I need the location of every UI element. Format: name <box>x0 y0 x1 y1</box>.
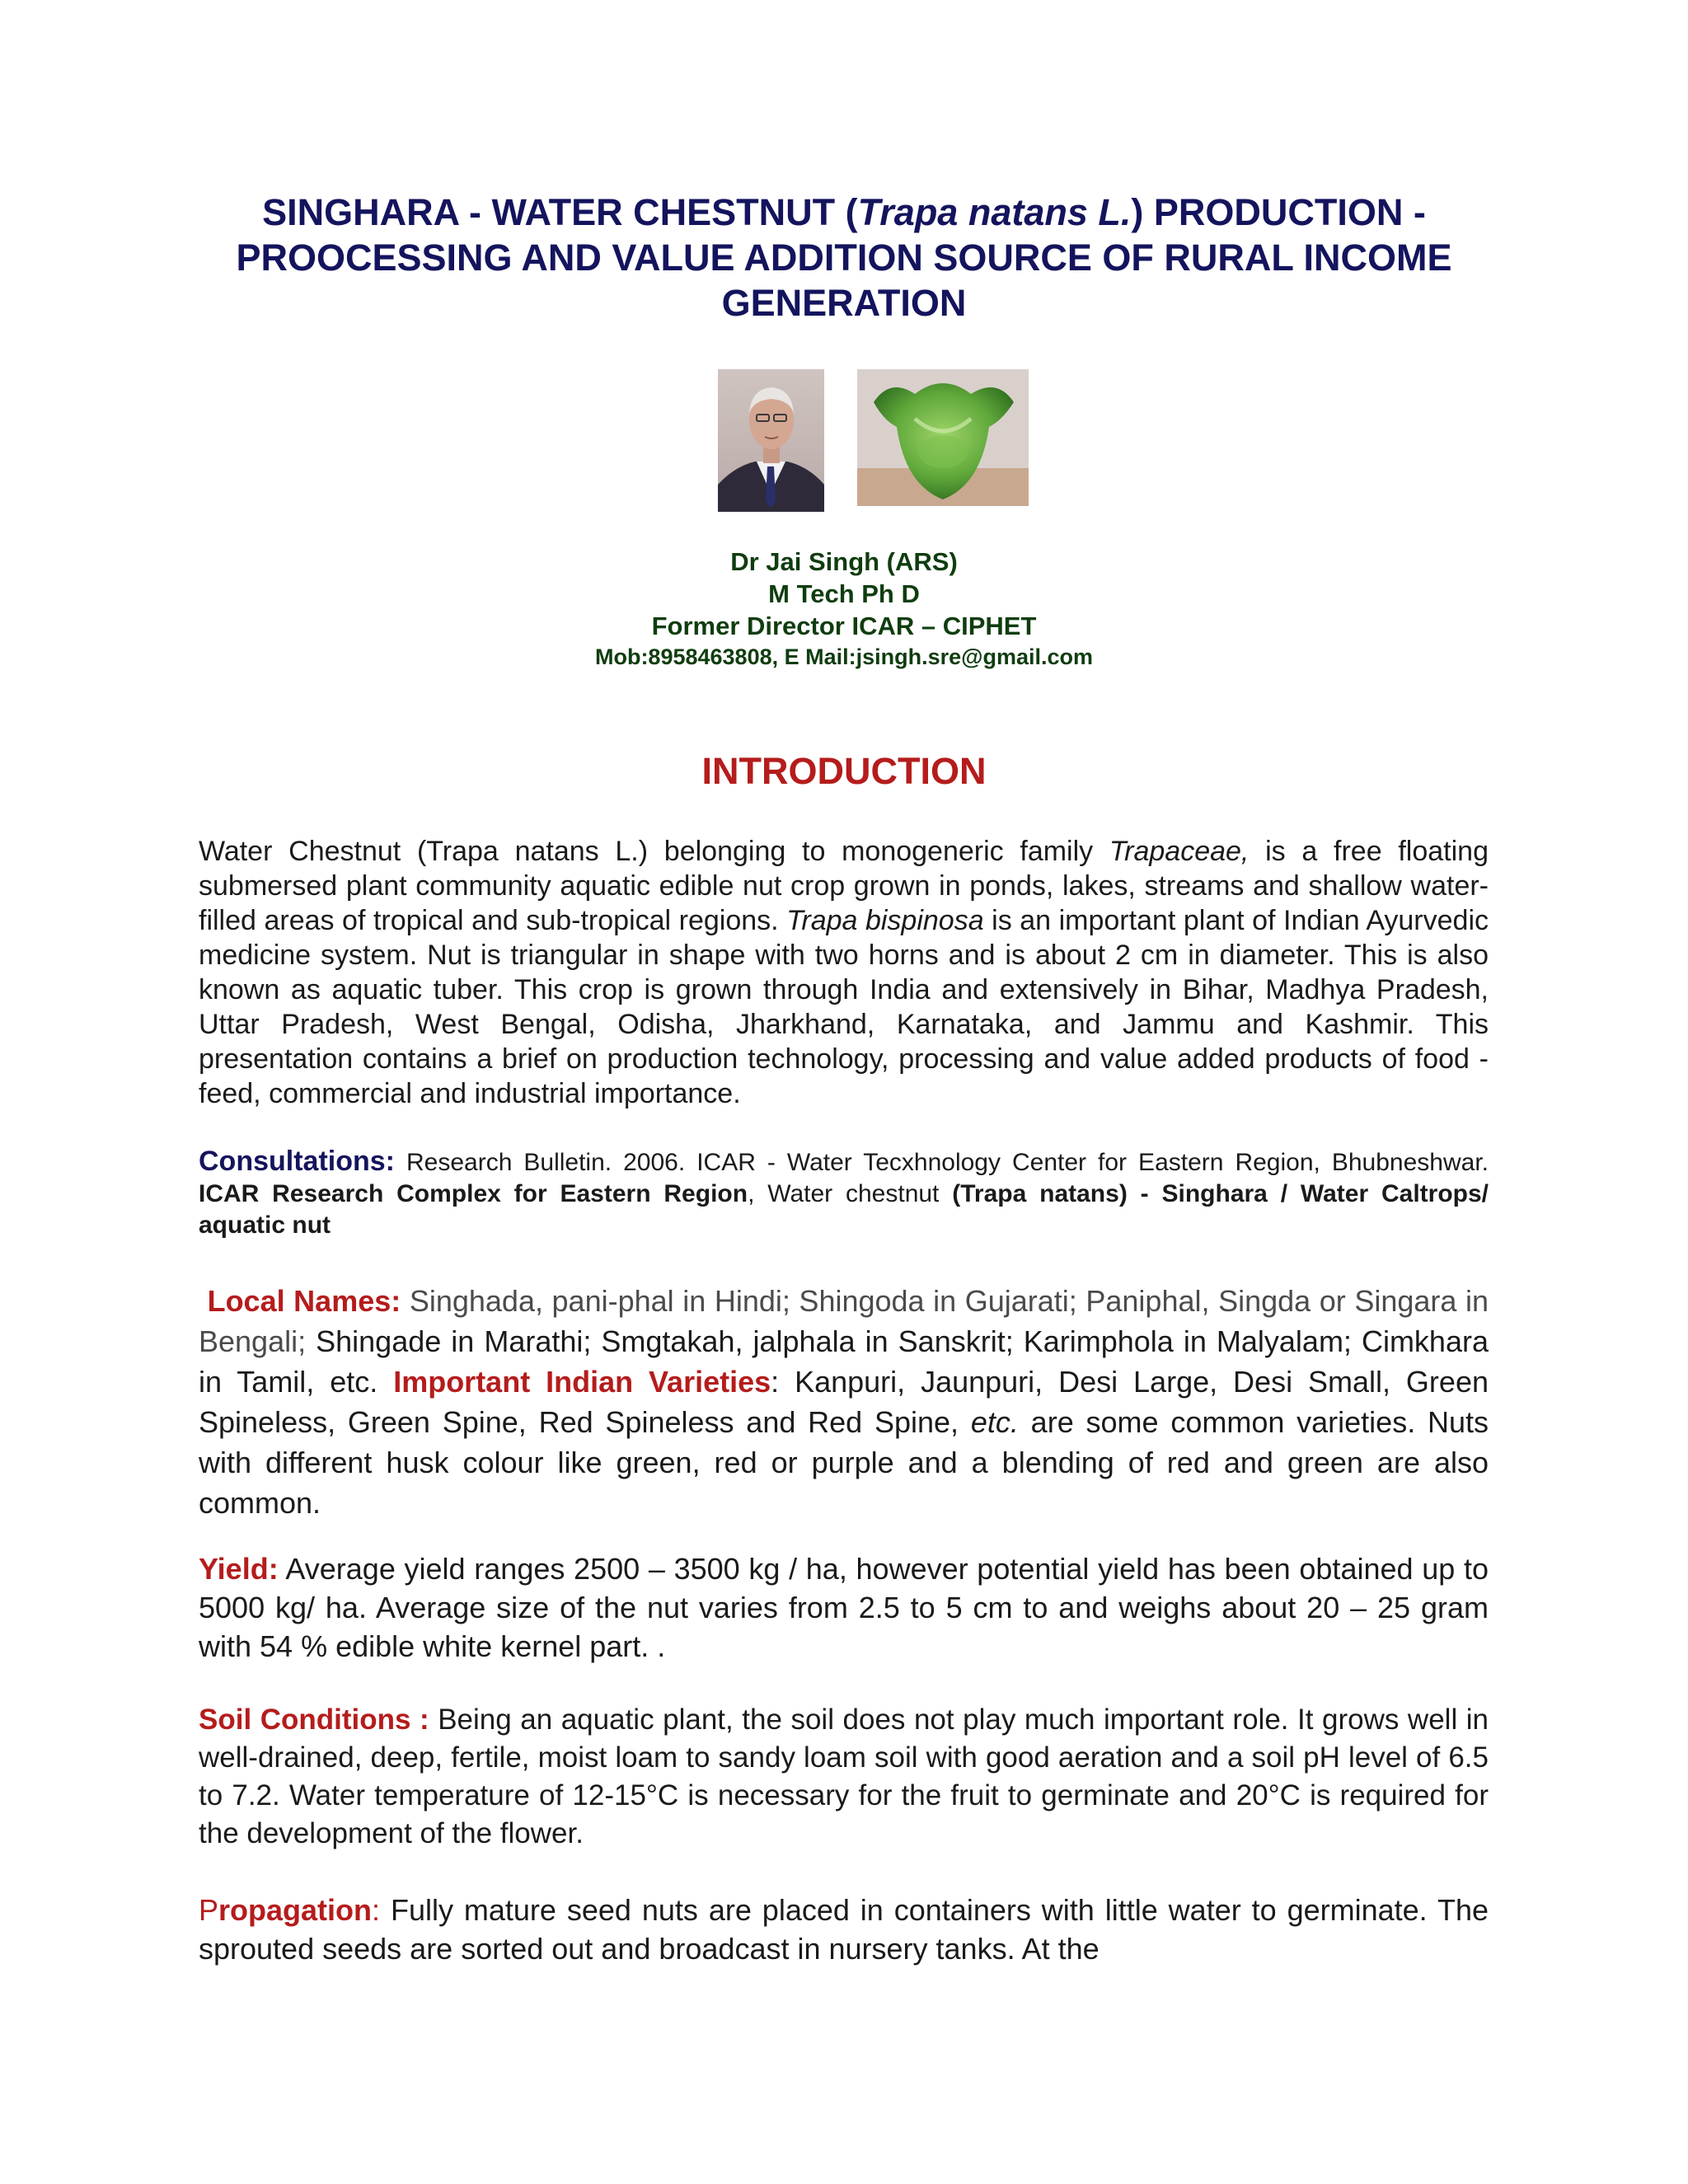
consultations-text-2: , Water chestnut <box>748 1180 953 1207</box>
introduction-heading: INTRODUCTION <box>701 750 987 792</box>
introduction-paragraph <box>199 834 1489 1111</box>
intro-text-1: Water Chestnut (Trapa natans L.) belonging to monogeneric family <box>199 836 1109 867</box>
yield-text: Average yield ranges 2500 – 3500 kg / ha, however potential yield has been obtained up to 5000 kg/ ha. Average size of the nut varies from 2.5 to 5 cm to and weighs about 20 – 25 gram with 54 % edible white kernel part. . <box>199 1552 1489 1663</box>
author-position: Former Director ICAR – CIPHET <box>651 612 1037 640</box>
water-chestnut-photo <box>857 369 1029 506</box>
propagation-label-first: P <box>199 1893 219 1927</box>
author-contact: Mob:8958463808, E Mail:jsingh.sre@gmail.com <box>594 644 1094 669</box>
consultations-bold-2: (Trapa natans) - Singhara / Water Caltrops/ aquatic nut <box>199 1180 1489 1239</box>
author-photo <box>718 369 824 512</box>
consultations-label: Consultations: <box>199 1146 395 1177</box>
local-names-etc: etc. <box>970 1405 1019 1439</box>
consultations-text-1: Research Bulletin. 2006. ICAR - Water Tecxhnology Center for Eastern Region, Bhubneshwar. <box>394 1149 1489 1176</box>
propagation-colon: : <box>372 1893 381 1927</box>
intro-text-2: is a free floating submersed plant community aquatic edible nut crop grown in ponds, lakes, streams and shallow water-filled areas of tropical and sub-tropical regions. <box>199 836 1489 936</box>
intro-text-3: is an important plant of Indian Ayurvedic medicine system. Nut is triangular in shape with two horns and is about 2 cm in diameter. This is also known as aquatic tuber. This crop is grown through India and extensively in Bihar, Madhya Pradesh, Uttar Pradesh, West Bengal, Odisha, Jharkhand, Karnataka, and Jammu and Kashmir. This presentation contains a brief on production technology, processing and value added products of food - feed, commercial and industrial importance. <box>199 905 1489 1109</box>
local-names-paragraph <box>199 1281 1489 1523</box>
author-block <box>0 546 1688 672</box>
intro-italic-family: Trapaceae, <box>1109 836 1250 867</box>
header-photos <box>0 369 1688 513</box>
local-names-text-3: are some common varieties. Nuts with different husk colour like green, red or purple and a blending of red and green are also common. <box>199 1405 1489 1520</box>
local-names-label: Local Names: <box>207 1284 401 1318</box>
local-names-text-2: : Kanpuri, Jaunpuri, Desi Large, Desi Small, Green Spineless, Green Spine, Red Spineless and Red Spine, <box>199 1365 1489 1439</box>
author-name: Dr Jai Singh (ARS) <box>730 547 958 576</box>
yield-label: Yield: <box>199 1552 279 1586</box>
varieties-label: Important Indian Varieties <box>393 1365 771 1399</box>
local-names-grey-text: Singhada, pani-phal in Hindi; Shingoda in Gujarati; Paniphal, Singda or Singara in Bengali; <box>199 1284 1489 1358</box>
yield-paragraph <box>199 1549 1489 1666</box>
soil-text: Being an aquatic plant, the soil does not play much important role. It grows well in well-drained, deep, fertile, moist loam to sandy loam soil with good aeration and a soil pH level of 6.5 to 7.2. Water temperature of 12-15°C is necessary for the fruit to germinate and 20°C is required for the development of the flower. <box>199 1704 1489 1849</box>
title-part-1: SINGHARA - WATER CHESTNUT ( <box>262 191 858 233</box>
propagation-text: Fully mature seed nuts are placed in containers with little water to germinate. The sprouted seeds are sorted out and broadcast in nursery tanks. At the <box>199 1893 1489 1966</box>
title-part-2: ) PRODUCTION - PROOCESSING AND VALUE ADDITION SOURCE OF RURAL INCOME GENERATION <box>236 191 1452 324</box>
author-degree: M Tech Ph D <box>768 579 920 608</box>
consultations-paragraph <box>199 1146 1489 1241</box>
soil-conditions-paragraph <box>199 1701 1489 1853</box>
propagation-paragraph <box>199 1891 1489 1968</box>
propagation-label-rest: ropagation <box>218 1893 373 1927</box>
local-names-text-1: Shingade in Marathi; Smgtakah, jalphala in Sanskrit; Karimphola in Malyalam; Cimkhara in Tamil, etc. <box>199 1324 1489 1399</box>
consultations-bold-1: ICAR Research Complex for Eastern Region <box>199 1180 748 1207</box>
soil-label: Soil Conditions : <box>199 1704 429 1736</box>
title-italic-species: Trapa natans L. <box>857 191 1132 233</box>
intro-italic-species: Trapa bispinosa <box>786 905 984 936</box>
page-title <box>198 190 1490 326</box>
